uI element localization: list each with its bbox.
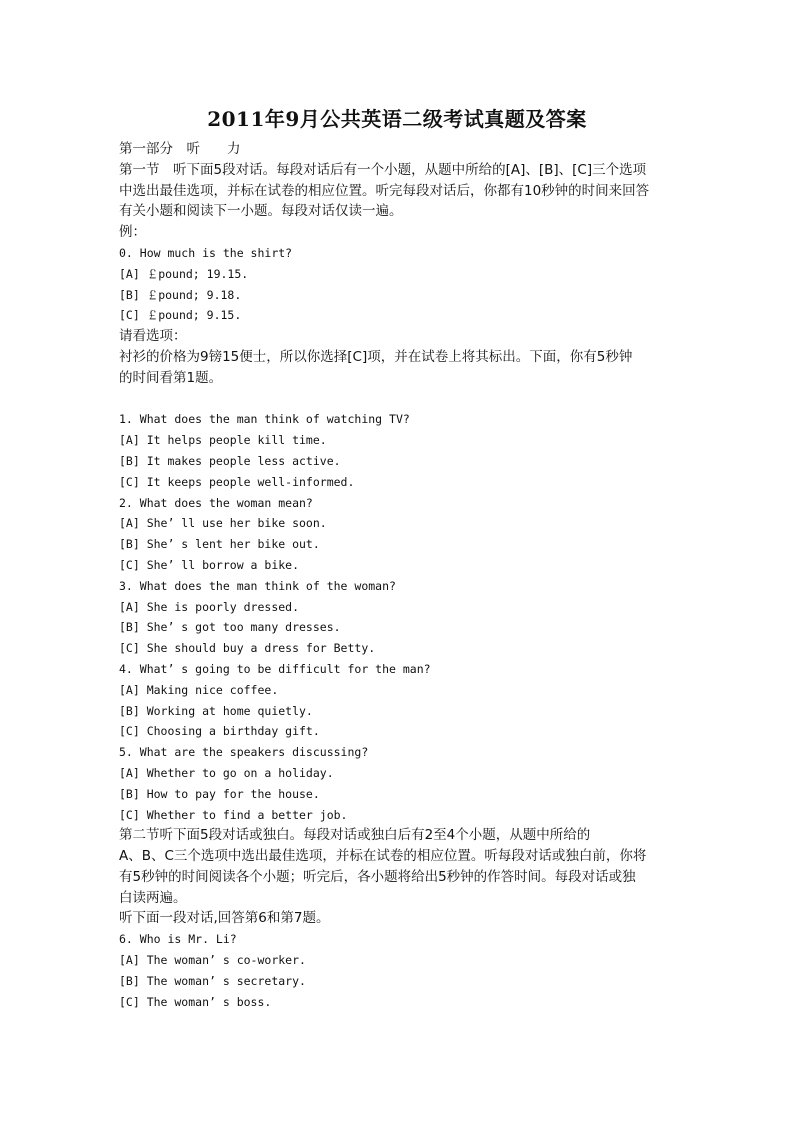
answer-option: [A] Whether to go on a holiday. <box>119 765 334 780</box>
document-body <box>119 139 677 1012</box>
instruction-line: 第二节听下面5段对话或独白。每段对话或独白后有2至4个小题，从题中所给的 <box>119 827 591 844</box>
see-options-label: 请看选项： <box>119 328 187 345</box>
answer-option: [C] She’ ll borrow a bike. <box>119 557 300 572</box>
instruction-line: 白读两遍。 <box>119 889 187 906</box>
instruction-line: 有5秒钟的时间阅读各个小题；听完后，各小题将给出5秒钟的作答时间。每段对话或独 <box>119 868 636 885</box>
answer-option: [B] The woman’ s secretary. <box>119 973 306 988</box>
answer-option: [B] It makes people less active. <box>119 453 341 468</box>
instruction-line: 第一节 听下面5段对话。每段对话后有一个小题，从题中所给的[A]、[B]、[C]三个选项 <box>119 161 647 178</box>
question-block-5 <box>119 742 677 825</box>
answer-option: [A] Making nice coffee. <box>119 682 279 697</box>
answer-option: [A] She is poorly dressed. <box>119 599 300 614</box>
question-text: 4. What’ s going to be difficult for the man? <box>119 661 431 676</box>
question-block-6 <box>119 929 677 1012</box>
example-label: 例： <box>119 224 146 241</box>
answer-option: [B] She’ s got too many dresses. <box>119 620 341 635</box>
part-heading: 第一部分 听 力 <box>119 141 241 157</box>
answer-option: [C] Choosing a birthday gift. <box>119 724 320 739</box>
example-question: 0. How much is the shirt? <box>119 245 293 260</box>
answer-option: [C] The woman’ s boss. <box>119 994 272 1009</box>
question-text: 5. What are the speakers discussing? <box>119 745 369 760</box>
question-block-3 <box>119 576 677 659</box>
example-option: [A] ￡pound; 19.15. <box>119 266 249 281</box>
blank-line <box>119 389 677 410</box>
example-explanation: 的时间看第1题。 <box>119 369 223 386</box>
answer-option: [B] She’ s lent her bike out. <box>119 537 320 552</box>
question-text: 2. What does the woman mean? <box>119 495 313 510</box>
question-text: 6. Who is Mr. Li? <box>119 932 237 947</box>
example-option: [B] ￡pound; 9.18. <box>119 287 242 302</box>
example-option: [C] ￡pound; 9.15. <box>119 308 242 323</box>
answer-option: [C] She should buy a dress for Betty. <box>119 641 376 656</box>
example-explanation: 衬衫的价格为9镑15便士，所以你选择[C]项，并在试卷上将其标出。下面，你有5秒钟 <box>119 348 633 365</box>
answer-option: [A] The woman’ s co-worker. <box>119 953 306 968</box>
answer-option: [A] She’ ll use her bike soon. <box>119 516 327 531</box>
answer-option: [B] How to pay for the house. <box>119 786 320 801</box>
instruction-line: 中选出最佳选项，并标在试卷的相应位置。听完每段对话后，你都有10秒钟的时间来回答 <box>119 182 650 199</box>
question-block-4 <box>119 659 677 742</box>
question-text: 3. What does the man think of the woman? <box>119 578 396 593</box>
section1-instructions <box>119 160 677 222</box>
page-title: 2011年9月公共英语二级考试真题及答案 <box>207 107 587 131</box>
answer-option: [A] It helps people kill time. <box>119 433 327 448</box>
instruction-line: A、B、C三个选项中选出最佳选项，并标在试卷的相应位置。听每段对话或独白前，你将 <box>119 848 647 865</box>
instruction-line: 有关小题和阅读下一小题。每段对话仅读一遍。 <box>119 203 403 220</box>
question-block-2 <box>119 493 677 576</box>
question-block-1 <box>119 409 677 492</box>
answer-option: [B] Working at home quietly. <box>119 703 313 718</box>
answer-option: [C] It keeps people well-informed. <box>119 474 355 489</box>
question-text: 1. What does the man think of watching TV? <box>119 412 410 427</box>
answer-option: [C] Whether to find a better job. <box>119 807 348 822</box>
section2-instructions <box>119 825 677 908</box>
dialogue-intro: 听下面一段对话,回答第6和第7题。 <box>119 910 330 927</box>
